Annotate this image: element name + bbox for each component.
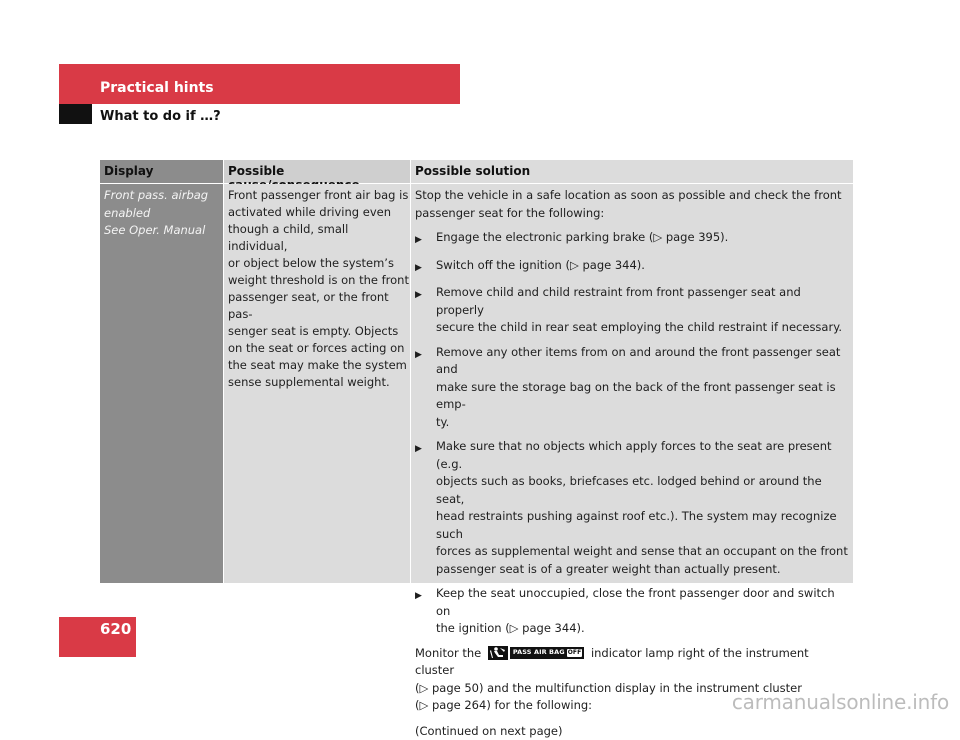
- column-header-display: Display: [100, 160, 223, 183]
- pass-air-bag-off-label: PASS AIR BAG OFF: [510, 647, 584, 659]
- column-header-solution: Possible solution: [411, 160, 853, 183]
- cause-cell: [224, 184, 410, 583]
- monitor-line: [415, 645, 851, 680]
- bullet-arrow-icon: ▶: [415, 284, 436, 337]
- column-header-cause: Possible: [224, 160, 410, 183]
- display-message-line: Front pass. airbag: [104, 187, 223, 205]
- step-line: Engage the electronic parking brake (▷ page 395).: [436, 229, 851, 247]
- bullet-arrow-icon: ▶: [415, 257, 436, 278]
- child-seat-occupant-icon: [488, 646, 508, 660]
- cause-line: weight threshold is on the front: [228, 272, 410, 289]
- cause-line: passenger seat, or the front pas-: [228, 289, 410, 323]
- solution-step: [415, 229, 851, 250]
- step-line: forces as supplemental weight and sense that an occupant on the front: [436, 543, 851, 561]
- off-label: OFF: [567, 649, 583, 657]
- solution-step: [415, 438, 851, 578]
- bullet-arrow-icon: ▶: [415, 438, 436, 578]
- solution-cell: [411, 184, 853, 583]
- solution-step: [415, 585, 851, 638]
- step-line: head restraints pushing against roof etc.). The system may recognize such: [436, 508, 851, 543]
- section-title: Practical hints: [100, 80, 214, 96]
- continued-note: (Continued on next page): [415, 723, 851, 740]
- monitor-text-before: Monitor the: [415, 646, 481, 660]
- bullet-arrow-icon: ▶: [415, 229, 436, 250]
- display-message-line: See Oper. Manual: [104, 222, 223, 240]
- solution-intro-line: Stop the vehicle in a safe location as soon as possible and check the front: [415, 187, 851, 205]
- cause-line: or object below the system’s: [228, 255, 410, 272]
- solution-intro: [415, 187, 851, 222]
- solution-step: [415, 344, 851, 432]
- monitor-line: (▷ page 50) and the multifunction display in the instrument cluster: [415, 680, 851, 698]
- step-line: Remove any other items from on and around the front passenger seat and: [436, 344, 851, 379]
- airbag-indicator-lamp: [488, 646, 584, 660]
- step-line: passenger seat is of a greater weight than actually present.: [436, 561, 851, 579]
- step-line: Make sure that no objects which apply forces to the seat are present (e.g.: [436, 438, 851, 473]
- display-cell: [100, 184, 223, 583]
- display-message-line: enabled: [104, 205, 223, 223]
- cause-line: Front passenger front air bag is: [228, 187, 410, 204]
- bullet-arrow-icon: ▶: [415, 344, 436, 432]
- monitor-text-after: indicator lamp right of the instrument cluster: [415, 646, 809, 678]
- step-line: secure the child in rear seat employing the child restraint if necessary.: [436, 319, 851, 337]
- cause-line: the seat may make the system: [228, 357, 410, 374]
- step-line: Switch off the ignition (▷ page 344).: [436, 257, 851, 275]
- step-line: make sure the storage bag on the back of the front passenger seat is emp-: [436, 379, 851, 414]
- cause-line: though a child, small individual,: [228, 221, 410, 255]
- step-line: the ignition (▷ page 344).: [436, 620, 851, 638]
- bullet-arrow-icon: ▶: [415, 585, 436, 638]
- step-line: objects such as books, briefcases etc. lodged behind or around the seat,: [436, 473, 851, 508]
- cause-line: on the seat or forces acting on: [228, 340, 410, 357]
- solution-step: [415, 284, 851, 337]
- cause-line: sense supplemental weight.: [228, 374, 410, 391]
- step-line: Keep the seat unoccupied, close the front passenger door and switch on: [436, 585, 851, 620]
- solution-step: [415, 257, 851, 278]
- cause-line: activated while driving even: [228, 204, 410, 221]
- header-tab-marker: [59, 104, 92, 124]
- subsection-title: What to do if …?: [100, 109, 221, 124]
- watermark: carmanualsonline.info: [732, 690, 949, 714]
- step-line: ty.: [436, 414, 851, 432]
- step-line: Remove child and child restraint from front passenger seat and properly: [436, 284, 851, 319]
- monitor-line: (▷ page 264) for the following:: [415, 697, 851, 715]
- page-number: 620: [100, 620, 131, 638]
- solution-intro-line: passenger seat for the following:: [415, 205, 851, 223]
- cause-line: senger seat is empty. Objects: [228, 323, 410, 340]
